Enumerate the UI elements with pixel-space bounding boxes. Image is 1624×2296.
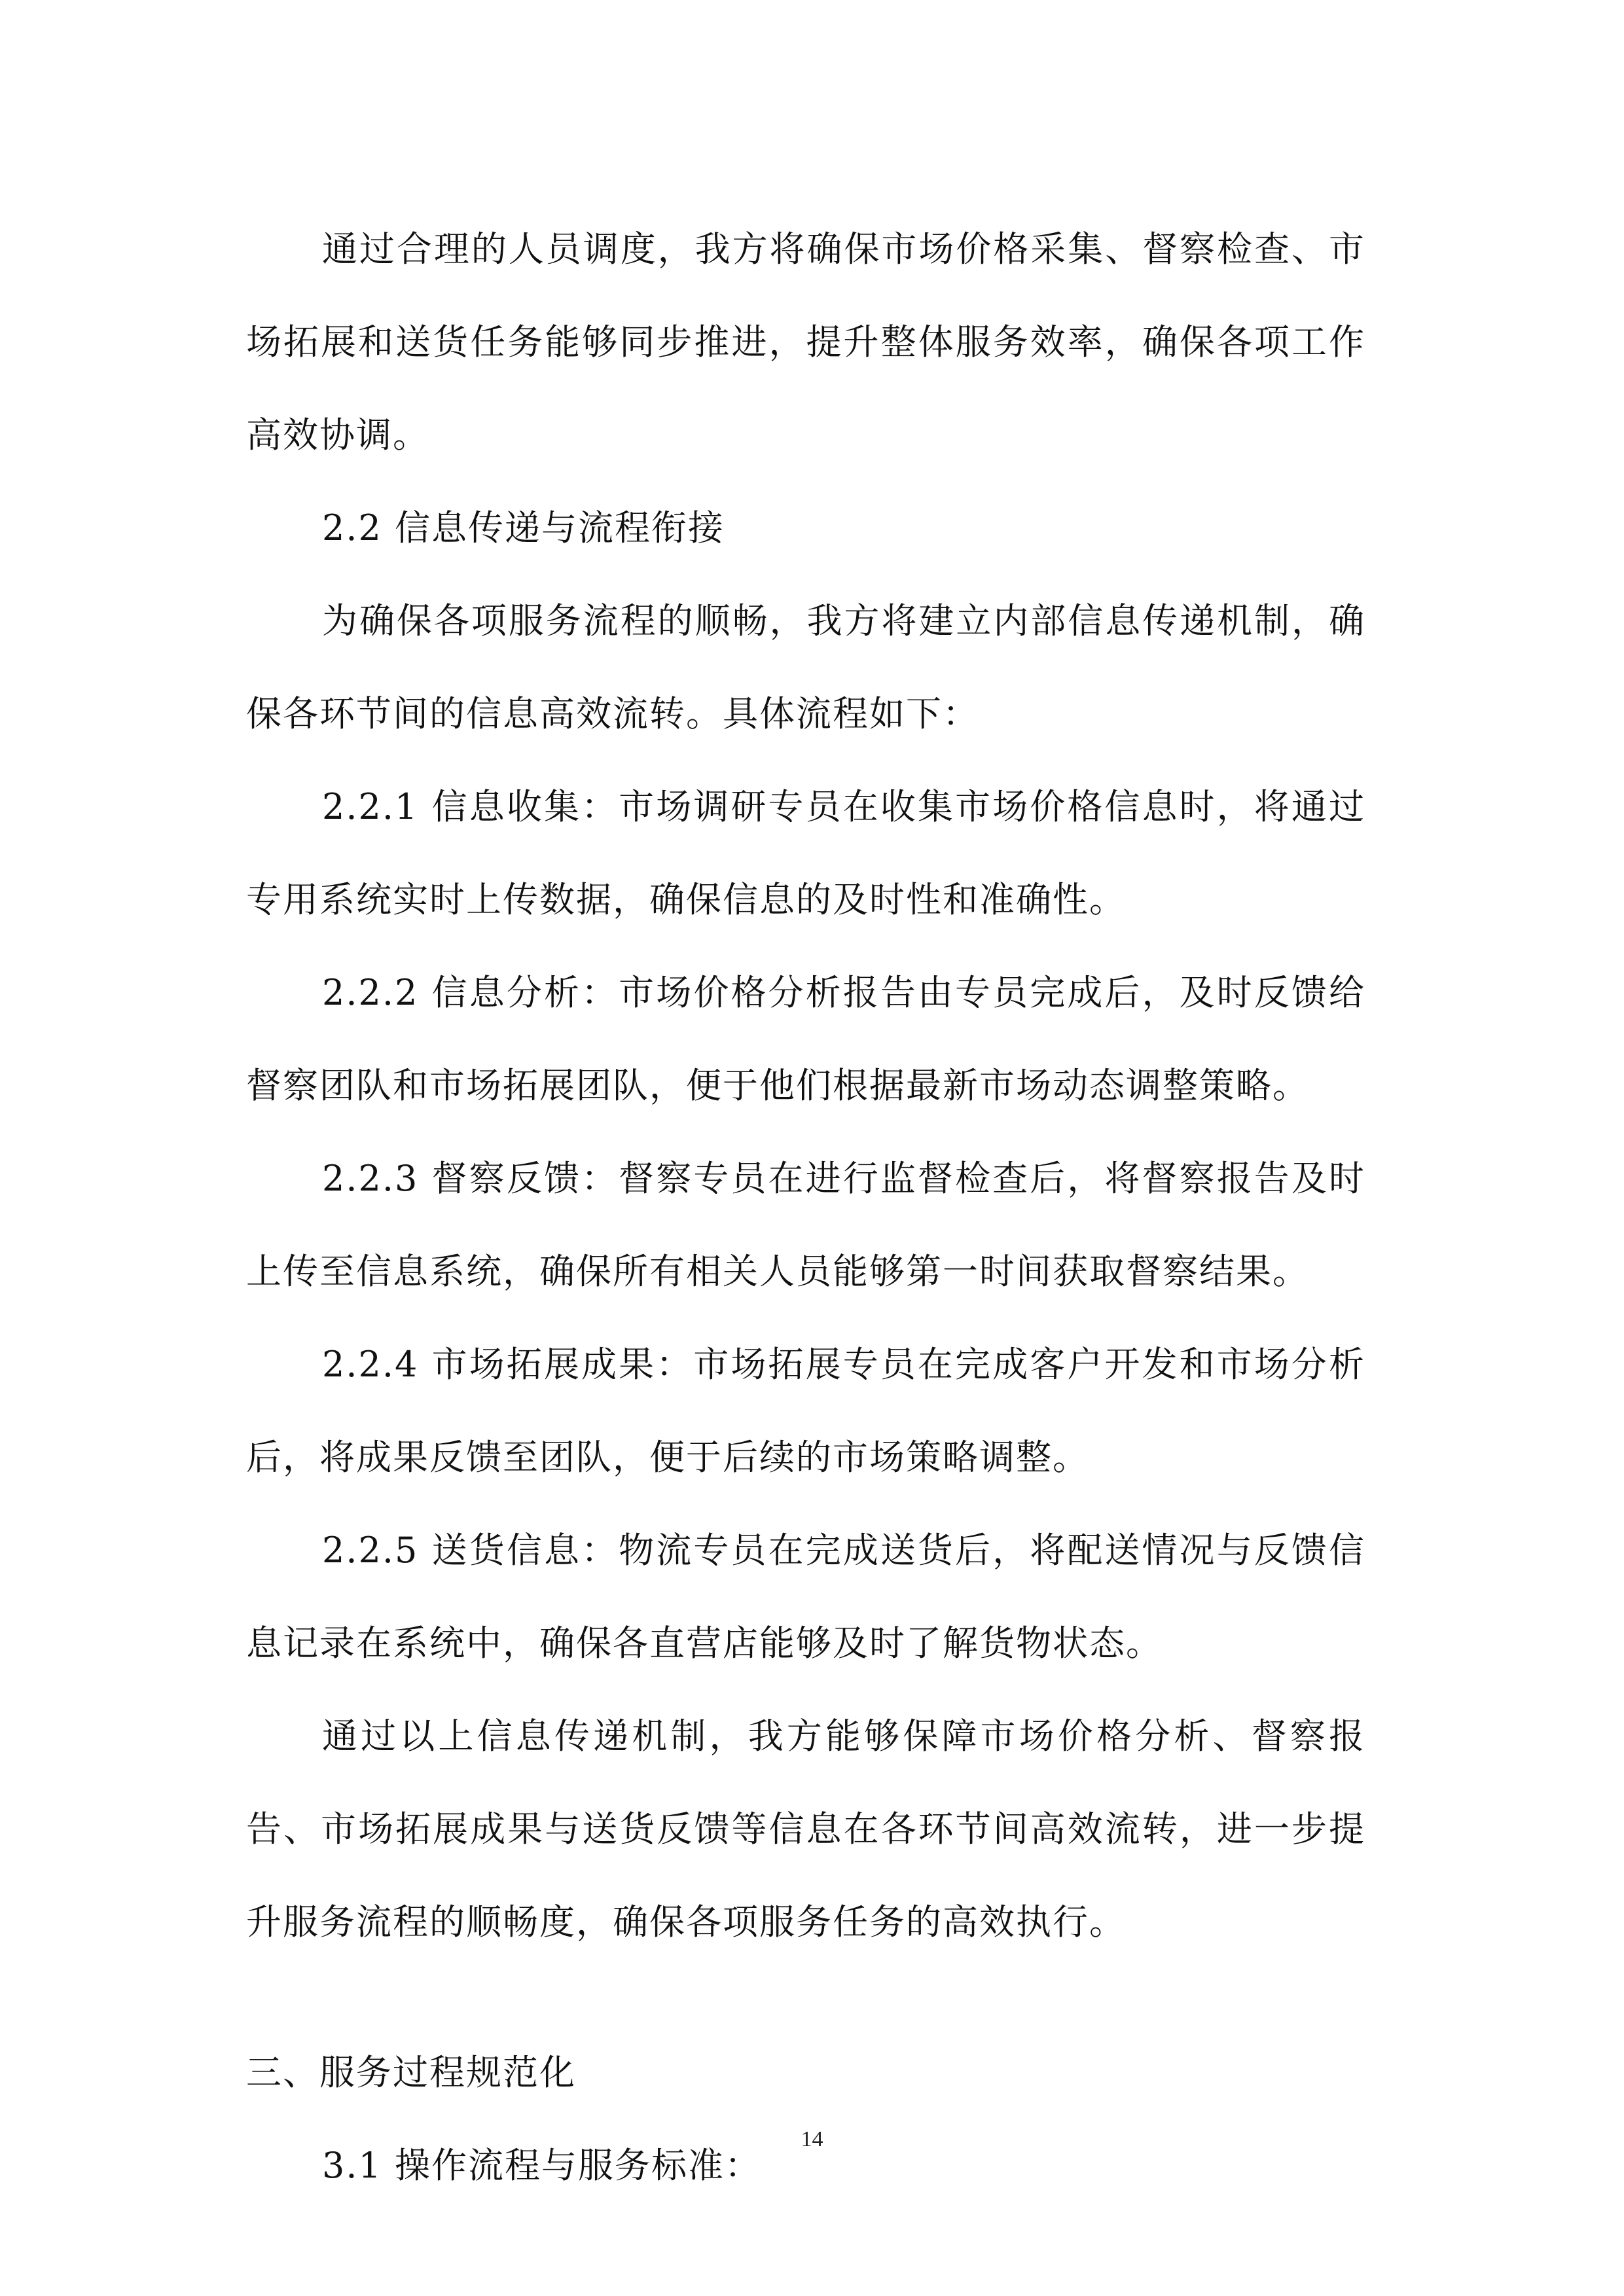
section-heading-3: 三、服务过程规范化: [246, 2052, 576, 2093]
paragraph-staff-scheduling: 通过合理的人员调度，我方将确保市场价格采集、督察检查、市场拓展和送货任务能够同步推进，提升整体服务效率，确保各项工作高效协调。: [246, 228, 1365, 456]
paragraph-2-2-3: 2.2.3 督察反馈：督察专员在进行监督检查后，将督察报告及时上传至信息系统，确保所有相关人员能够第一时间获取督察结果。: [246, 1158, 1365, 1292]
section-heading-2-2: 2.2 信息传递与流程衔接: [322, 507, 725, 548]
paragraph-2-2-2: 2.2.2 信息分析：市场价格分析报告由专员完成后，及时反馈给督察团队和市场拓展团队，便于他们根据最新市场动态调整策略。: [246, 972, 1365, 1106]
paragraph-2-2-5: 2.2.5 送货信息：物流专员在完成送货后，将配送情况与反馈信息记录在系统中，确保各直营店能够及时了解货物状态。: [246, 1530, 1365, 1664]
page-number: 14: [801, 2127, 823, 2151]
paragraph-2-2-1: 2.2.1 信息收集：市场调研专员在收集市场价格信息时，将通过专用系统实时上传数据，确保信息的及时性和准确性。: [246, 786, 1365, 920]
paragraph-summary: 通过以上信息传递机制，我方能够保障市场价格分析、督察报告、市场拓展成果与送货反馈等信息在各环节间高效流转，进一步提升服务流程的顺畅度，确保各项服务任务的高效执行。: [246, 1715, 1365, 1943]
paragraph-2-2-4: 2.2.4 市场拓展成果：市场拓展专员在完成客户开发和市场分析后，将成果反馈至团队，便于后续的市场策略调整。: [246, 1344, 1365, 1478]
paragraph-info-mechanism-intro: 为确保各项服务流程的顺畅，我方将建立内部信息传递机制，确保各环节间的信息高效流转。具体流程如下：: [246, 600, 1365, 734]
page-body: [246, 203, 1365, 2212]
section-heading-3-1: 3.1 操作流程与服务标准：: [322, 2145, 762, 2186]
